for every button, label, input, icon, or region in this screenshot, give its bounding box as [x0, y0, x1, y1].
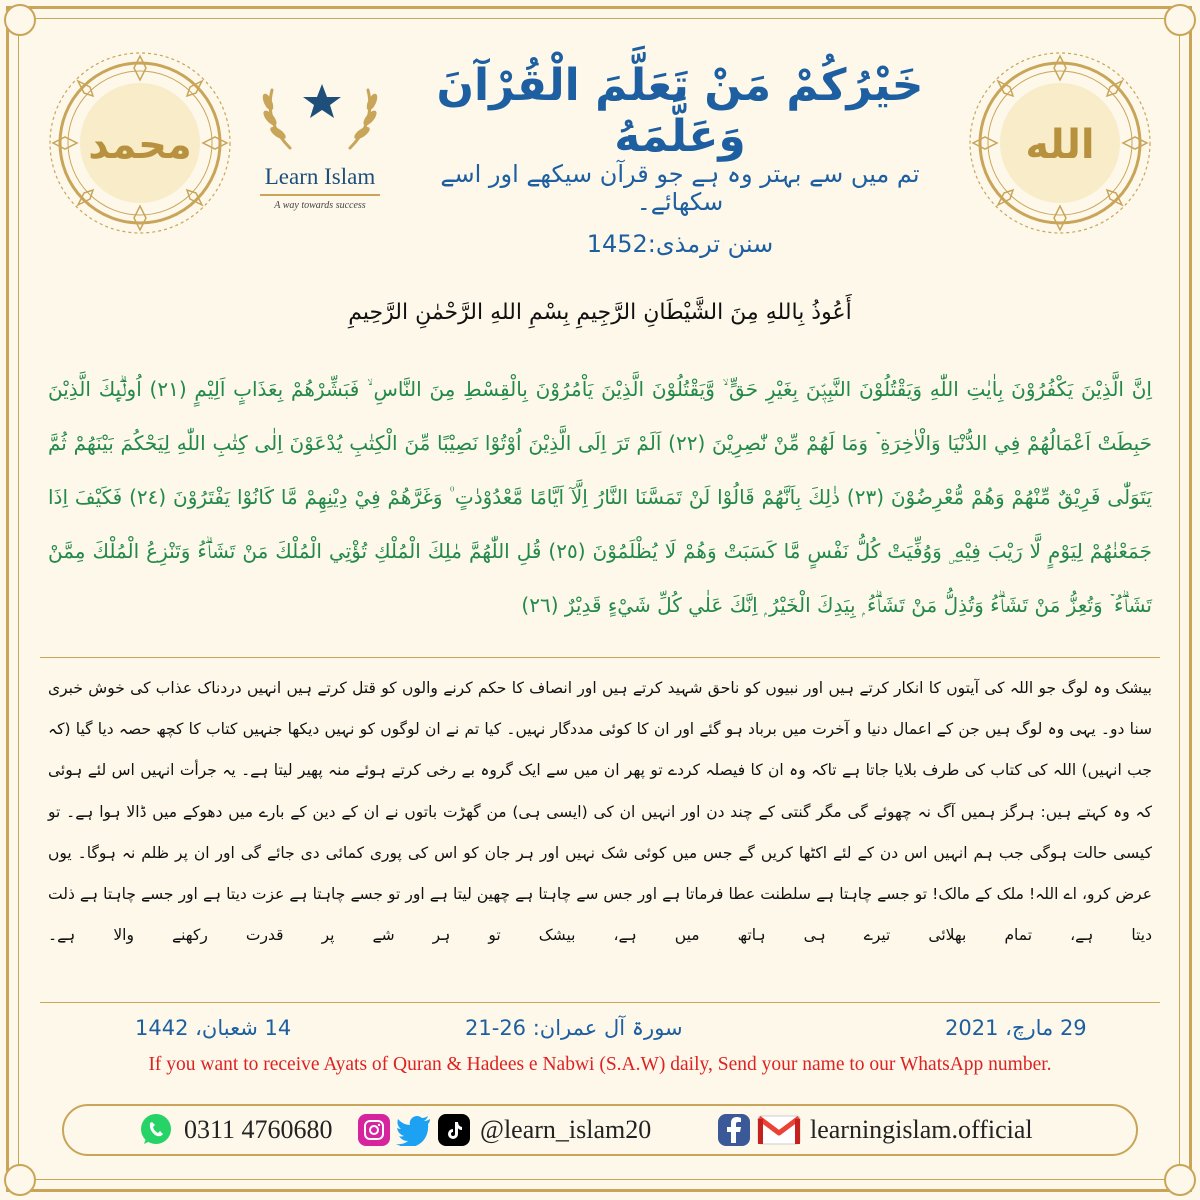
twitter-icon[interactable] — [396, 1114, 432, 1146]
corner-ornament — [4, 4, 36, 36]
learn-islam-logo — [250, 60, 390, 220]
web-contact[interactable] — [718, 1111, 1033, 1149]
logo-tagline: A way towards success — [274, 200, 366, 211]
hadith-arabic: خَيْرُكُمْ مَنْ تَعَلَّمَ الْقُرْآنَ وَعَلَّمَهُ — [436, 60, 924, 162]
divider — [40, 657, 1160, 658]
corner-ornament — [4, 1164, 36, 1196]
social-handle-text[interactable]: @learn_islam20 — [480, 1115, 652, 1144]
gregorian-date: 29 مارچ، 2021 — [945, 1016, 1087, 1040]
quran-ayat: اِنَّ الَّذِيْنَ يَكْفُرُوْنَ بِاٰيٰتِ اللّٰهِ وَيَقْتُلُوْنَ النَّبِيّٖنَ بِغَيْرِ حَقٍّ ۙ وَّيَقْتُلُوْنَ الَّذِيْنَ يَاْمُرُوْنَ بِالْقِسْطِ مِنَ النَّاسِ ۙ فَبَشِّرْھُمْ بِعَذَابٍ اَلِيْمٍ (٢١) اُولٰۗىِٕكَ الَّذِيْنَ حَبِطَتْ اَعْمَالُھُمْ فِي الدُّنْيَا وَالْاٰخِرَةِ ۡ وَمَا لَھُمْ مِّنْ نّٰصِرِيْنَ (٢٢) اَلَمْ تَرَ اِلَى الَّذِيْنَ اُوْتُوْا نَصِيْبًا مِّنَ الْكِتٰبِ يُدْعَوْنَ اِلٰى كِتٰبِ اللّٰهِ لِيَحْكُمَ بَيْنَھُمْ ثُمَّ يَتَوَلّٰى فَرِيْقٌ مِّنْھُمْ وَھُمْ مُّعْرِضُوْنَ (٢٣) ذٰلِكَ بِاَنَّھُمْ قَالُوْا لَنْ تَمَسَّنَا النَّارُ اِلَّآ اَيَّامًا مَّعْدُوْدٰتٍ ۠ وَغَرَّھُمْ فِيْ دِيْنِهِمْ مَّا كَانُوْا يَفْتَرُوْنَ (٢٤) فَكَيْفَ اِذَا جَمَعْنٰھُمْ لِيَوْمٍ لَّا رَيْبَ فِيْهِ ۣ وَوُفِّيَتْ كُلُّ نَفْسٍ مَّا كَسَبَتْ وَھُمْ لَا يُظْلَمُوْنَ (٢٥) قُلِ اللّٰهُمَّ مٰلِكَ الْمُلْكِ تُؤْتِي الْمُلْكَ مَنْ تَشَاۗءُ وَتَنْزِعُ الْمُلْكَ مِمَّنْ تَشَاۗءُ ۡ وَتُعِزُّ مَنْ تَشَاۗءُ وَتُذِلُّ مَنْ تَشَاۗءُ ۭ بِيَدِكَ الْخَيْرُ ۭ اِنَّكَ عَلٰي كُلِّ شَيْءٍ قَدِيْرٌ (٢٦) — [48, 377, 1152, 617]
logo-name: Learn Islam — [264, 164, 376, 189]
whatsapp-icon — [138, 1112, 174, 1148]
whatsapp-notice: If you want to receive Ayats of Quran & Hadees e Nabwi (S.A.W) daily, Send your name to our WhatsApp number. — [148, 1054, 1052, 1075]
whatsapp-contact[interactable] — [138, 1111, 333, 1149]
muhammad-medallion-icon — [45, 48, 235, 238]
medallion-right-text: الله — [1025, 122, 1095, 168]
corner-ornament — [1164, 4, 1196, 36]
website-handle[interactable]: learningislam.official — [810, 1115, 1033, 1144]
allah-medallion-icon — [965, 48, 1155, 238]
logo-divider — [260, 194, 380, 196]
hadith-urdu: تم میں سے بہتر وہ ہے جو قرآن سیکھے اور اسے سکھائے۔ — [440, 160, 920, 216]
facebook-icon[interactable] — [718, 1114, 750, 1146]
hijri-date: 14 شعبان، 1442 — [135, 1016, 292, 1040]
crescent-star-wreath-icon — [250, 60, 390, 164]
tiktok-icon[interactable] — [438, 1114, 470, 1146]
divider — [40, 1002, 1160, 1003]
phone-number[interactable]: 0311 4760680 — [184, 1115, 333, 1144]
gmail-icon[interactable] — [756, 1113, 802, 1147]
corner-ornament — [1164, 1164, 1196, 1196]
hadith-reference: سنن ترمذی:1452 — [586, 230, 774, 258]
urdu-translation: بیشک وہ لوگ جو اللہ کی آیتوں کا انکار کرتے ہیں اور نبیوں کو ناحق شہید کرتے ہیں اور انصاف کا حکم کرنے والوں کو قتل کرتے ہیں انہیں دردناک عذاب کی خوش خبری سنا دو۔ یہی وہ لوگ ہیں جن کے اعمال دنیا و آخرت میں برباد ہو گئے اور ان کا کوئی مددگار نہیں۔ کیا تم نے ان لوگوں کو نہیں دیکھا جنہیں کتاب کا کچھ حصہ دیا گیا (کہ جب انہیں) اللہ کی کتاب کی طرف بلایا جاتا ہے تاکہ وہ ان کا فیصلہ کردے تو پھر ان میں سے ایک گروہ بے رخی کرتے ہوئے منہ پھیر لیتا ہے۔ یہ جرأت انہیں اس لئے ہوئی کہ وہ کہتے ہیں: ہرگز ہمیں آگ نہ چھوئے گی مگر گنتی کے چند دن اور انہیں ان کی (ایسی ہی) من گھڑت باتوں نے ان کے دین کے بارے میں دھوکے میں ڈالا ہوا ہے۔ تو کیسی حالت ہوگی جب ہم انہیں اس دن کے لئے اکٹھا کریں گے جس میں کوئی شک نہیں اور ہر جان کو اس کی پوری کمائی دی جائے گی اور ان پر ظلم نہ ہوگا۔ یوں عرض کرو، اے اللہ! ملک کے مالک! تو جسے چاہتا ہے سلطنت عطا فرماتا ہے اور جس سے چاہتا ہے چھین لیتا ہے اور تو جسے چاہتا ہے عزت دیتا ہے اور جسے چاہتا ہے ذلت دیتا ہے، تمام بھلائی تیرے ہی ہاتھ میں ہے، بیشک تو ہر شے پر قدرت رکھنے والا ہے۔ — [48, 679, 1152, 945]
taawwuz-bismillah: أَعُوذُ بِاللهِ مِنَ الشَّيْطَانِ الرَّجِيمِ بِسْمِ اللهِ الرَّحْمٰنِ الرَّحِيمِ — [348, 300, 852, 325]
instagram-icon[interactable] — [358, 1114, 390, 1146]
social-handle[interactable] — [358, 1111, 651, 1149]
medallion-left-text: محمد — [88, 122, 192, 168]
surah-reference: سورۃ آل عمران: 26-21 — [465, 1016, 683, 1040]
